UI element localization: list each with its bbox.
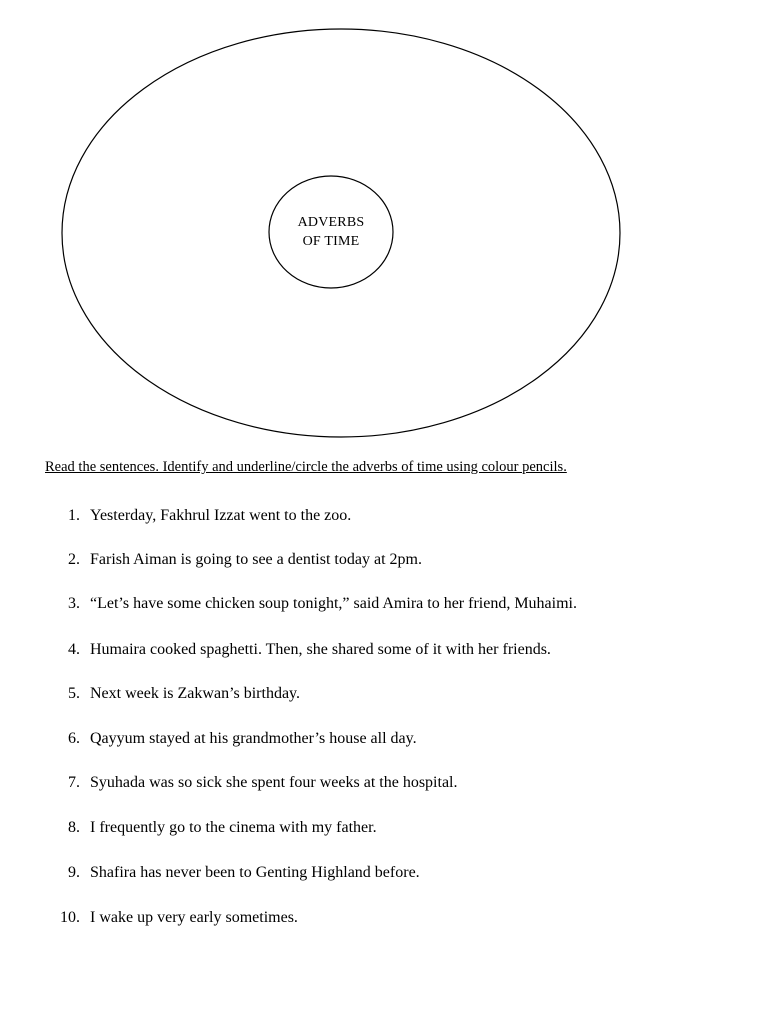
item-number: 9.	[68, 864, 80, 881]
item-text: Shafira has never been to Genting Highland before.	[90, 864, 420, 881]
list-item	[0, 551, 768, 571]
list-item	[0, 909, 768, 929]
item-text: Next week is Zakwan’s birthday.	[90, 685, 301, 702]
item-text: “Let’s have some chicken soup tonight,” said Amira to her friend, Muhaimi.	[90, 595, 577, 612]
item-text: Syuhada was so sick she spent four weeks at the hospital.	[90, 774, 458, 791]
item-number: 5.	[68, 685, 80, 702]
item-number: 4.	[68, 641, 80, 658]
item-text: I frequently go to the cinema with my father.	[90, 819, 377, 836]
item-number: 1.	[68, 507, 80, 524]
list-item	[0, 730, 768, 750]
center-label-line1: ADVERBS	[297, 215, 365, 230]
item-text: Qayyum stayed at his grandmother’s house all day.	[90, 730, 417, 747]
list-item	[0, 774, 768, 794]
list-item	[0, 595, 768, 615]
item-number: 6.	[68, 730, 80, 747]
item-text: Farish Aiman is going to see a dentist today at 2pm.	[90, 551, 422, 568]
item-number: 3.	[68, 595, 80, 612]
item-number: 7.	[68, 774, 80, 791]
list-item	[0, 641, 768, 661]
list-item	[0, 819, 768, 839]
item-text: Humaira cooked spaghetti. Then, she shared some of it with her friends.	[90, 641, 551, 658]
item-number: 2.	[68, 551, 80, 568]
item-number: 10.	[60, 909, 80, 926]
item-text: Yesterday, Fakhrul Izzat went to the zoo.	[90, 507, 352, 524]
list-item	[0, 864, 768, 884]
center-label-line2: OF TIME	[302, 234, 360, 249]
list-item	[0, 507, 768, 527]
item-number: 8.	[68, 819, 80, 836]
item-text: I wake up very early sometimes.	[90, 909, 298, 926]
instruction-text: Read the sentences. Identify and underline/circle the adverbs of time using colour pencils.	[45, 459, 567, 475]
list-item	[0, 685, 768, 705]
